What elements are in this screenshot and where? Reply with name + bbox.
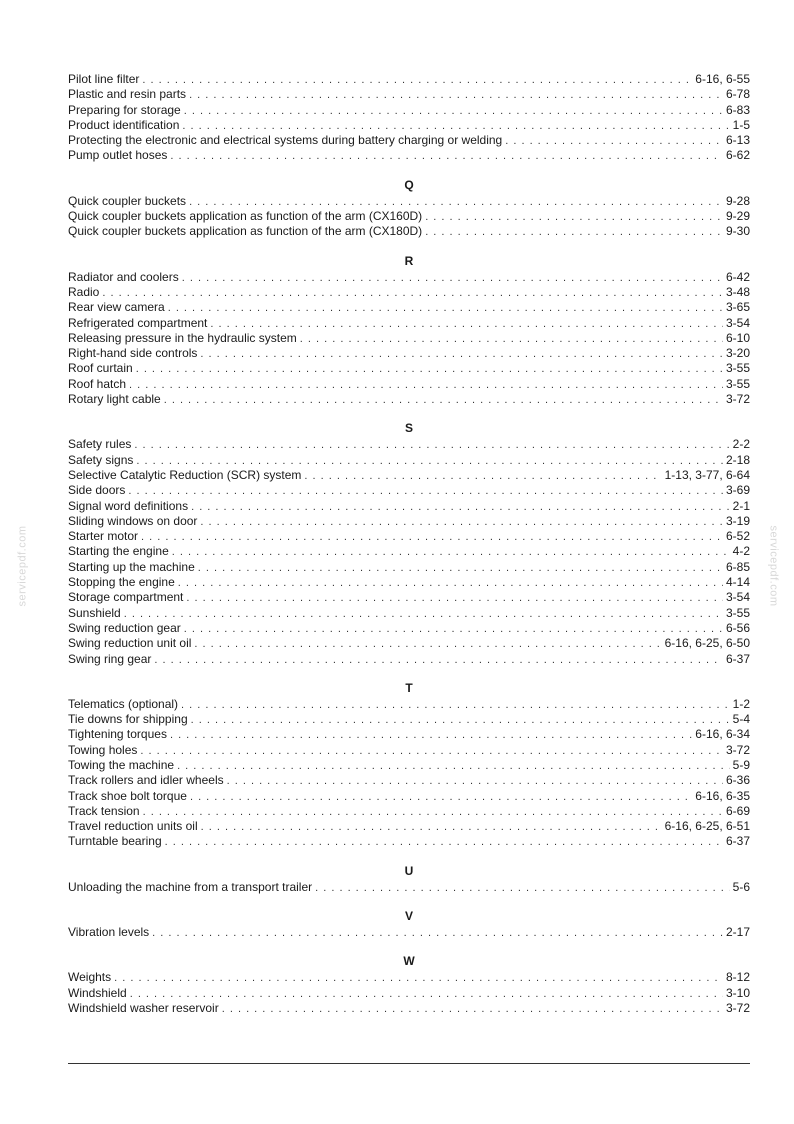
- index-entry-pages: 4-2: [732, 544, 750, 559]
- dot-leader: [191, 713, 730, 728]
- index-entry[interactable]: [68, 697, 750, 712]
- index-entry-pages: 1-13, 3-77, 6-64: [664, 467, 750, 482]
- index-entry-pages: 6-10: [725, 330, 750, 345]
- index-entry[interactable]: [68, 377, 750, 392]
- dot-leader: [201, 820, 662, 835]
- index-entry[interactable]: [68, 148, 750, 163]
- dot-leader: [164, 393, 723, 408]
- section-letter-heading: Q: [404, 177, 414, 192]
- dot-leader: [505, 134, 723, 149]
- index-entry-pages: 6-37: [725, 651, 750, 666]
- index-entry-pages: 6-16, 6-35: [695, 788, 750, 803]
- dot-leader: [182, 119, 729, 134]
- section-letter-heading: U: [404, 863, 414, 878]
- index-entry-title: Towing holes: [68, 742, 138, 757]
- index-entry-title: Pilot line filter: [68, 72, 140, 86]
- index-entry[interactable]: [68, 72, 750, 87]
- index-entry-title: Storage compartment: [68, 590, 184, 605]
- index-entry-title: Refrigerated compartment: [68, 315, 208, 330]
- index-entry[interactable]: [68, 331, 750, 346]
- index-entry-title: Sunshield: [68, 605, 121, 620]
- index-entry-title: Radio: [68, 284, 100, 299]
- index-entry[interactable]: [68, 194, 750, 209]
- index-entry-pages: 4-14: [725, 575, 750, 590]
- index-entry-title: Swing reduction unit oil: [68, 636, 192, 651]
- index-entry-pages: 8-12: [725, 970, 750, 985]
- index-entry[interactable]: [68, 87, 750, 102]
- index-entry-title: Roof curtain: [68, 361, 133, 376]
- index-entry[interactable]: [68, 819, 750, 834]
- index-entry[interactable]: [68, 560, 750, 575]
- index-entry[interactable]: [68, 636, 750, 651]
- index-entry[interactable]: [68, 468, 750, 483]
- index-entry[interactable]: [68, 453, 750, 468]
- index-entry-title: Vibration levels: [68, 925, 150, 940]
- index-entry[interactable]: [68, 652, 750, 667]
- dot-leader: [184, 622, 723, 637]
- index-entry[interactable]: [68, 575, 750, 590]
- index-entry-title: Telematics (optional): [68, 696, 179, 711]
- index-entry-pages: 3-20: [725, 346, 750, 361]
- index-entry[interactable]: [68, 970, 750, 985]
- dot-leader: [143, 805, 723, 820]
- index-entry[interactable]: [68, 133, 750, 148]
- index-entry-pages: 3-48: [725, 284, 750, 299]
- index-entry-pages: 6-69: [725, 803, 750, 818]
- index-entry[interactable]: [68, 834, 750, 849]
- dot-leader: [181, 698, 730, 713]
- index-entry-pages: 2-17: [725, 925, 750, 940]
- index-entry-title: Stopping the engine: [68, 575, 175, 590]
- index-entry-pages: 6-62: [725, 148, 750, 163]
- dot-leader: [170, 149, 723, 164]
- index-entry-pages: 3-65: [725, 300, 750, 315]
- dot-leader: [304, 469, 661, 484]
- index-entry-pages: 6-42: [725, 269, 750, 284]
- dot-leader: [140, 744, 723, 759]
- index-entry-pages: 6-78: [725, 87, 750, 102]
- index-entry-title: Windshield: [68, 985, 127, 1000]
- index-entry[interactable]: [68, 437, 750, 452]
- index-entry-pages: 6-36: [725, 773, 750, 788]
- index-entry-pages: 3-72: [725, 1000, 750, 1015]
- dot-leader: [141, 530, 723, 545]
- index-entry-title: Swing ring gear: [68, 651, 152, 666]
- index-entry[interactable]: [68, 621, 750, 636]
- index-entry-title: Weights: [68, 970, 112, 985]
- index-entry-pages: 2-2: [732, 437, 750, 452]
- dot-leader: [168, 301, 723, 316]
- dot-leader: [154, 653, 723, 668]
- index-entry[interactable]: [68, 514, 750, 529]
- dot-leader: [134, 438, 729, 453]
- index-entry-pages: 9-30: [725, 224, 750, 239]
- index-group: [68, 681, 750, 850]
- index-entry[interactable]: [68, 118, 750, 133]
- index-entry-pages: 3-72: [725, 742, 750, 757]
- index-entry[interactable]: [68, 224, 750, 239]
- index-entry-pages: 3-55: [725, 376, 750, 391]
- index-entry[interactable]: [68, 880, 750, 895]
- index-entry-pages: 3-10: [725, 985, 750, 1000]
- index-entry-pages: 5-6: [732, 879, 750, 894]
- index-entry-title: Tie downs for shipping: [68, 712, 188, 727]
- index-entry-pages: 6-16, 6-25, 6-50: [664, 636, 750, 651]
- dot-leader: [172, 545, 730, 560]
- index-entry-pages: 6-85: [725, 559, 750, 574]
- dot-leader: [184, 104, 723, 119]
- index-entry[interactable]: [68, 270, 750, 285]
- index-entry-pages: 3-69: [725, 483, 750, 498]
- index-entry-pages: 1-5: [732, 117, 750, 132]
- index-entry[interactable]: [68, 103, 750, 118]
- index-entry-title: Roof hatch: [68, 376, 127, 391]
- index-entry[interactable]: [68, 499, 750, 514]
- index-entry[interactable]: [68, 758, 750, 773]
- dot-leader: [191, 500, 730, 515]
- index-entry-pages: 1-2: [732, 696, 750, 711]
- index-entry-pages: 6-13: [725, 133, 750, 148]
- index-page: [68, 72, 750, 1016]
- index-entry[interactable]: [68, 316, 750, 331]
- index-entry[interactable]: [68, 925, 750, 940]
- dot-leader: [227, 774, 723, 789]
- dot-leader: [178, 576, 723, 591]
- index-group: [68, 954, 750, 1016]
- index-entry-pages: 6-16, 6-55: [695, 72, 750, 86]
- index-entry-pages: 3-72: [725, 392, 750, 407]
- index-entry-title: Protecting the electronic and electrical systems during battery charging or welding: [68, 133, 503, 148]
- section-letter-heading: W: [403, 954, 415, 969]
- index-entry[interactable]: [68, 300, 750, 315]
- index-entry-title: Quick coupler buckets: [68, 193, 187, 208]
- index-entry-pages: 6-37: [725, 834, 750, 849]
- index-group: [68, 72, 750, 164]
- index-entry-title: Releasing pressure in the hydraulic system: [68, 330, 297, 345]
- dot-leader: [300, 332, 723, 347]
- index-entry-title: Sliding windows on door: [68, 513, 198, 528]
- index-group: [68, 178, 750, 240]
- index-entry[interactable]: [68, 361, 750, 376]
- index-entry-title: Quick coupler buckets application as function of the arm (CX160D): [68, 209, 423, 224]
- index-entry-pages: 9-28: [725, 193, 750, 208]
- index-entry-pages: 3-54: [725, 315, 750, 330]
- dot-leader: [165, 835, 723, 850]
- index-entry-title: Swing reduction gear: [68, 620, 181, 635]
- index-entry-pages: 2-18: [725, 452, 750, 467]
- index-entry-title: Windshield washer reservoir: [68, 1000, 219, 1015]
- index-entry[interactable]: [68, 773, 750, 788]
- dot-leader: [200, 515, 723, 530]
- index-entry[interactable]: [68, 743, 750, 758]
- index-entry[interactable]: [68, 804, 750, 819]
- index-entry-pages: 3-54: [725, 590, 750, 605]
- index-entry-title: Track rollers and idler wheels: [68, 773, 224, 788]
- index-entry[interactable]: [68, 346, 750, 361]
- index-entry-title: Towing the machine: [68, 757, 175, 772]
- index-entry-title: Unloading the machine from a transport trailer: [68, 879, 313, 894]
- index-entry-title: Starting up the machine: [68, 559, 195, 574]
- dot-leader: [182, 271, 723, 286]
- index-entry-pages: 3-55: [725, 361, 750, 376]
- dot-leader: [152, 926, 723, 941]
- index-entry-title: Product identification: [68, 117, 180, 132]
- index-entry[interactable]: [68, 483, 750, 498]
- dot-leader: [142, 73, 692, 88]
- dot-leader: [186, 591, 723, 606]
- index-entry-pages: 3-55: [725, 605, 750, 620]
- index-entry[interactable]: [68, 285, 750, 300]
- dot-leader: [177, 759, 730, 774]
- index-entry-title: Starting the engine: [68, 544, 169, 559]
- index-group: [68, 909, 750, 940]
- section-letter-heading: V: [404, 909, 413, 924]
- dot-leader: [200, 347, 723, 362]
- index-entry-title: Side doors: [68, 483, 126, 498]
- section-letter-heading: T: [405, 680, 413, 695]
- dot-leader: [128, 484, 723, 499]
- index-entry-title: Safety signs: [68, 452, 134, 467]
- index-entry-title: Tightening torques: [68, 727, 167, 742]
- index-entry[interactable]: [68, 727, 750, 742]
- dot-leader: [198, 561, 723, 576]
- index-entry[interactable]: [68, 712, 750, 727]
- index-entry-title: Signal word definitions: [68, 498, 189, 513]
- index-entry-pages: 9-29: [725, 209, 750, 224]
- index-entry-title: Preparing for storage: [68, 102, 181, 117]
- dot-leader: [194, 637, 661, 652]
- dot-leader: [170, 728, 692, 743]
- dot-leader: [189, 88, 723, 103]
- index-entry[interactable]: [68, 392, 750, 407]
- index-entry-pages: 3-19: [725, 513, 750, 528]
- index-entry-title: Rear view camera: [68, 300, 165, 315]
- dot-leader: [129, 378, 723, 393]
- dot-leader: [136, 454, 723, 469]
- index-entry-title: Right-hand side controls: [68, 346, 198, 361]
- index-entry-title: Starter motor: [68, 529, 139, 544]
- index-entry[interactable]: [68, 544, 750, 559]
- dot-leader: [210, 317, 723, 332]
- index-entry-pages: 6-83: [725, 102, 750, 117]
- index-entry[interactable]: [68, 529, 750, 544]
- index-entry-title: Selective Catalytic Reduction (SCR) system: [68, 467, 302, 482]
- index-entry-pages: 6-16, 6-25, 6-51: [664, 819, 750, 834]
- index-entry-title: Plastic and resin parts: [68, 87, 187, 102]
- index-entry-pages: 5-4: [732, 712, 750, 727]
- index-entry[interactable]: [68, 986, 750, 1001]
- index-entry[interactable]: [68, 789, 750, 804]
- index-entry-title: Pump outlet hoses: [68, 148, 168, 163]
- index-entry-pages: 2-1: [732, 498, 750, 513]
- index-entry-title: Track tension: [68, 803, 140, 818]
- section-letter-heading: S: [404, 421, 413, 436]
- footer-rule: [68, 1063, 750, 1064]
- dot-leader: [222, 1002, 723, 1017]
- dot-leader: [425, 210, 723, 225]
- index-entry[interactable]: [68, 590, 750, 605]
- index-entry[interactable]: [68, 606, 750, 621]
- dot-leader: [130, 987, 723, 1002]
- index-entry-title: Track shoe bolt torque: [68, 788, 187, 803]
- index-entry-pages: 6-52: [725, 529, 750, 544]
- index-entry-pages: 5-9: [732, 757, 750, 772]
- index-entry-title: Travel reduction units oil: [68, 819, 198, 834]
- index-entry-title: Safety rules: [68, 437, 132, 452]
- dot-leader: [425, 225, 723, 240]
- index-group: [68, 421, 750, 666]
- dot-leader: [102, 286, 723, 301]
- dot-leader: [189, 195, 723, 210]
- dot-leader: [136, 362, 723, 377]
- index-entry-title: Rotary light cable: [68, 392, 161, 407]
- index-entry[interactable]: [68, 1001, 750, 1016]
- index-entry-title: Quick coupler buckets application as function of the arm (CX180D): [68, 224, 423, 239]
- index-entry-pages: 6-56: [725, 620, 750, 635]
- watermark-left: servicepdf.com: [16, 525, 29, 607]
- index-entry-pages: 6-16, 6-34: [695, 727, 750, 742]
- index-group: [68, 864, 750, 895]
- index-group: [68, 254, 750, 408]
- dot-leader: [315, 881, 730, 896]
- dot-leader: [124, 607, 723, 622]
- index-entry-title: Radiator and coolers: [68, 269, 179, 284]
- index-entry[interactable]: [68, 209, 750, 224]
- dot-leader: [114, 971, 723, 986]
- watermark-right: servicepdf.com: [767, 525, 780, 607]
- index-entry-title: Turntable bearing: [68, 834, 162, 849]
- dot-leader: [190, 790, 692, 805]
- section-letter-heading: R: [404, 253, 414, 268]
